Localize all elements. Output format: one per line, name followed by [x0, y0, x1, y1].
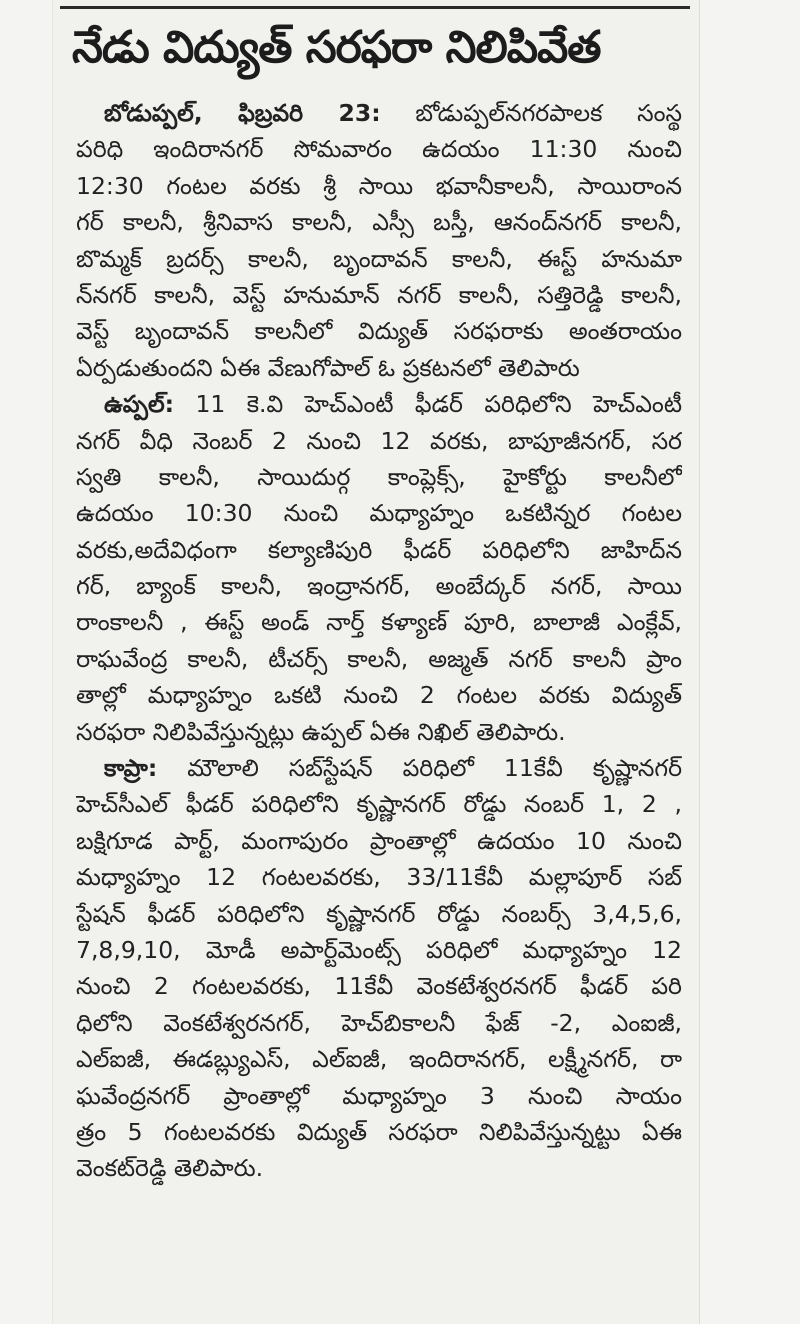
article-line: ఉప్పల్: 11 కె.వి హెచ్ఎంటీ ఫీడర్ పరిధిలోని హెచ్ఎంటీ: [104, 390, 682, 419]
article-line: మధ్యాహ్నం 12 గంటలవరకు, 33/11కేవీ మల్లాపూర్ సబ్: [76, 863, 682, 892]
article-line: వెస్ట్ బృందావన్ కాలనీలో విద్యుత్ సరఫరాకు అంతరాయం: [76, 317, 682, 346]
article-line: బక్షిగూడ పార్ట్, మంగాపురం ప్రాంతాల్లో ఉదయం 10 నుంచి: [76, 826, 682, 855]
article-line: కాప్రా: మౌలాలి సబ్‌స్టేషన్ పరిధిలో 11కేవీ కృష్ణానగర్: [104, 754, 682, 783]
article-line: సరఫరా నిలిపివేస్తున్నట్లు ఉప్పల్ ఏఈ నిఖిల్ తెలిపారు.: [76, 717, 566, 746]
article-line: రాంకాలనీ , ఈస్ట్ అండ్ నార్త్ కళ్యాణ్ పూరి, బాలాజీ ఎంక్లేవ్,: [76, 608, 682, 637]
article-line: ఘవేంద్రనగర్ ప్రాంతాల్లో మధ్యాహ్నం 3 నుంచి సాయం: [76, 1081, 682, 1110]
dateline: కాప్రా:: [104, 754, 158, 783]
article-line: ఉదయం 10:30 నుంచి మధ్యాహ్నం ఒకటిన్నర గంటల: [76, 499, 682, 528]
article-line: రాఘవేంద్ర కాలనీ, టీచర్స్ కాలనీ, అజ్మత్ నగర్ కాలనీ ప్రాం: [76, 644, 682, 673]
dateline: ఉప్పల్:: [104, 390, 175, 419]
article-line: వరకు,అదేవిధంగా కల్యాణిపురి ఫీడర్ పరిధిలోని జాహిద్‌న: [76, 535, 682, 564]
article-line: 7,8,9,10, మోడీ అపార్ట్‌మెంట్స్ పరిధిలో మధ్యాహ్నం 12: [76, 935, 682, 964]
article-line: గర్, బ్యాంక్ కాలనీ, ఇంద్రానగర్, అంబేద్కర్ నగర్, సాయి: [76, 572, 682, 601]
article-line: ఎల్ఐజీ, ఈడబ్ల్యుఎస్, ఎల్ఐజీ, ఇందిరానగర్, లక్ష్మీనగర్, రా: [76, 1045, 682, 1074]
article-line: ఏర్పడుతుందని ఏఈ వేణుగోపాల్ ఓ ప్రకటనలో తెలిపారు: [76, 353, 580, 382]
article-line: స్టేషన్ ఫీడర్ పరిధిలోని కృష్ణానగర్ రోడ్డు నంబర్స్ 3,4,5,6,: [76, 899, 682, 928]
article-line: న్‌నగర్ కాలనీ, వెస్ట్ హనుమాన్ నగర్ కాలనీ, సత్తిరెడ్డి కాలనీ,: [76, 280, 682, 309]
article-line: నగర్ వీధి నెంబర్ 2 నుంచి 12 వరకు, బాపూజీనగర్, సర: [76, 426, 682, 455]
top-rule: [60, 6, 690, 9]
article-line: స్వతి కాలనీ, సాయిదుర్గ కాంప్లెక్స్, హైకోర్టు కాలనీలో: [76, 462, 682, 491]
article-line: వెంకట్‌రెడ్డి తెలిపారు.: [76, 1154, 264, 1183]
article-line: హెచ్‌సీఎల్ ఫీడర్ పరిధిలోని కృష్ణానగర్ రోడ్డు నంబర్ 1, 2 ,: [76, 790, 682, 819]
article-line: ధిలోని వెంకటేశ్వరనగర్, హెచ్‌బికాలనీ ఫేజ్ -2, ఎంఐజీ,: [76, 1008, 682, 1037]
headline: నేడు విద్యుత్ సరఫరా నిలిపివేత: [72, 22, 601, 73]
article-line: తాల్లో మధ్యాహ్నం ఒకటి నుంచి 2 గంటల వరకు విద్యుత్: [76, 681, 682, 710]
article-line: బొమ్మక్ బ్రదర్స్ కాలనీ, బృందావన్ కాలనీ, ఈస్ట్ హనుమా: [76, 244, 682, 273]
article-line: నుంచి 2 గంటలవరకు, 11కేవీ వెంకటేశ్వరనగర్ ఫీడర్ పరి: [76, 972, 682, 1001]
article-line: గర్ కాలనీ, శ్రీనివాస కాలనీ, ఎస్సీ బస్తీ, ఆనంద్‌నగర్ కాలనీ,: [76, 208, 682, 237]
article-line: 12:30 గంటల వరకు శ్రీ సాయి భవానీకాలనీ, సాయిరాంన: [76, 171, 682, 200]
article-line: బోడుప్పల్, ఫిబ్రవరి 23: బోడుప్పల్‌నగరపాలక సంస్థ: [104, 99, 682, 127]
article-line: పరిధి ఇందిరానగర్ సోమవారం ఉదయం 11:30 నుంచి: [76, 135, 682, 164]
article-body: [76, 95, 682, 1187]
article-line: త్రం 5 గంటలవరకు విద్యుత్ సరఫరా నిలిపివేస్తున్నట్టు ఏఈ: [76, 1117, 682, 1146]
dateline: బోడుప్పల్, ఫిబ్రవరి 23:: [104, 99, 381, 127]
